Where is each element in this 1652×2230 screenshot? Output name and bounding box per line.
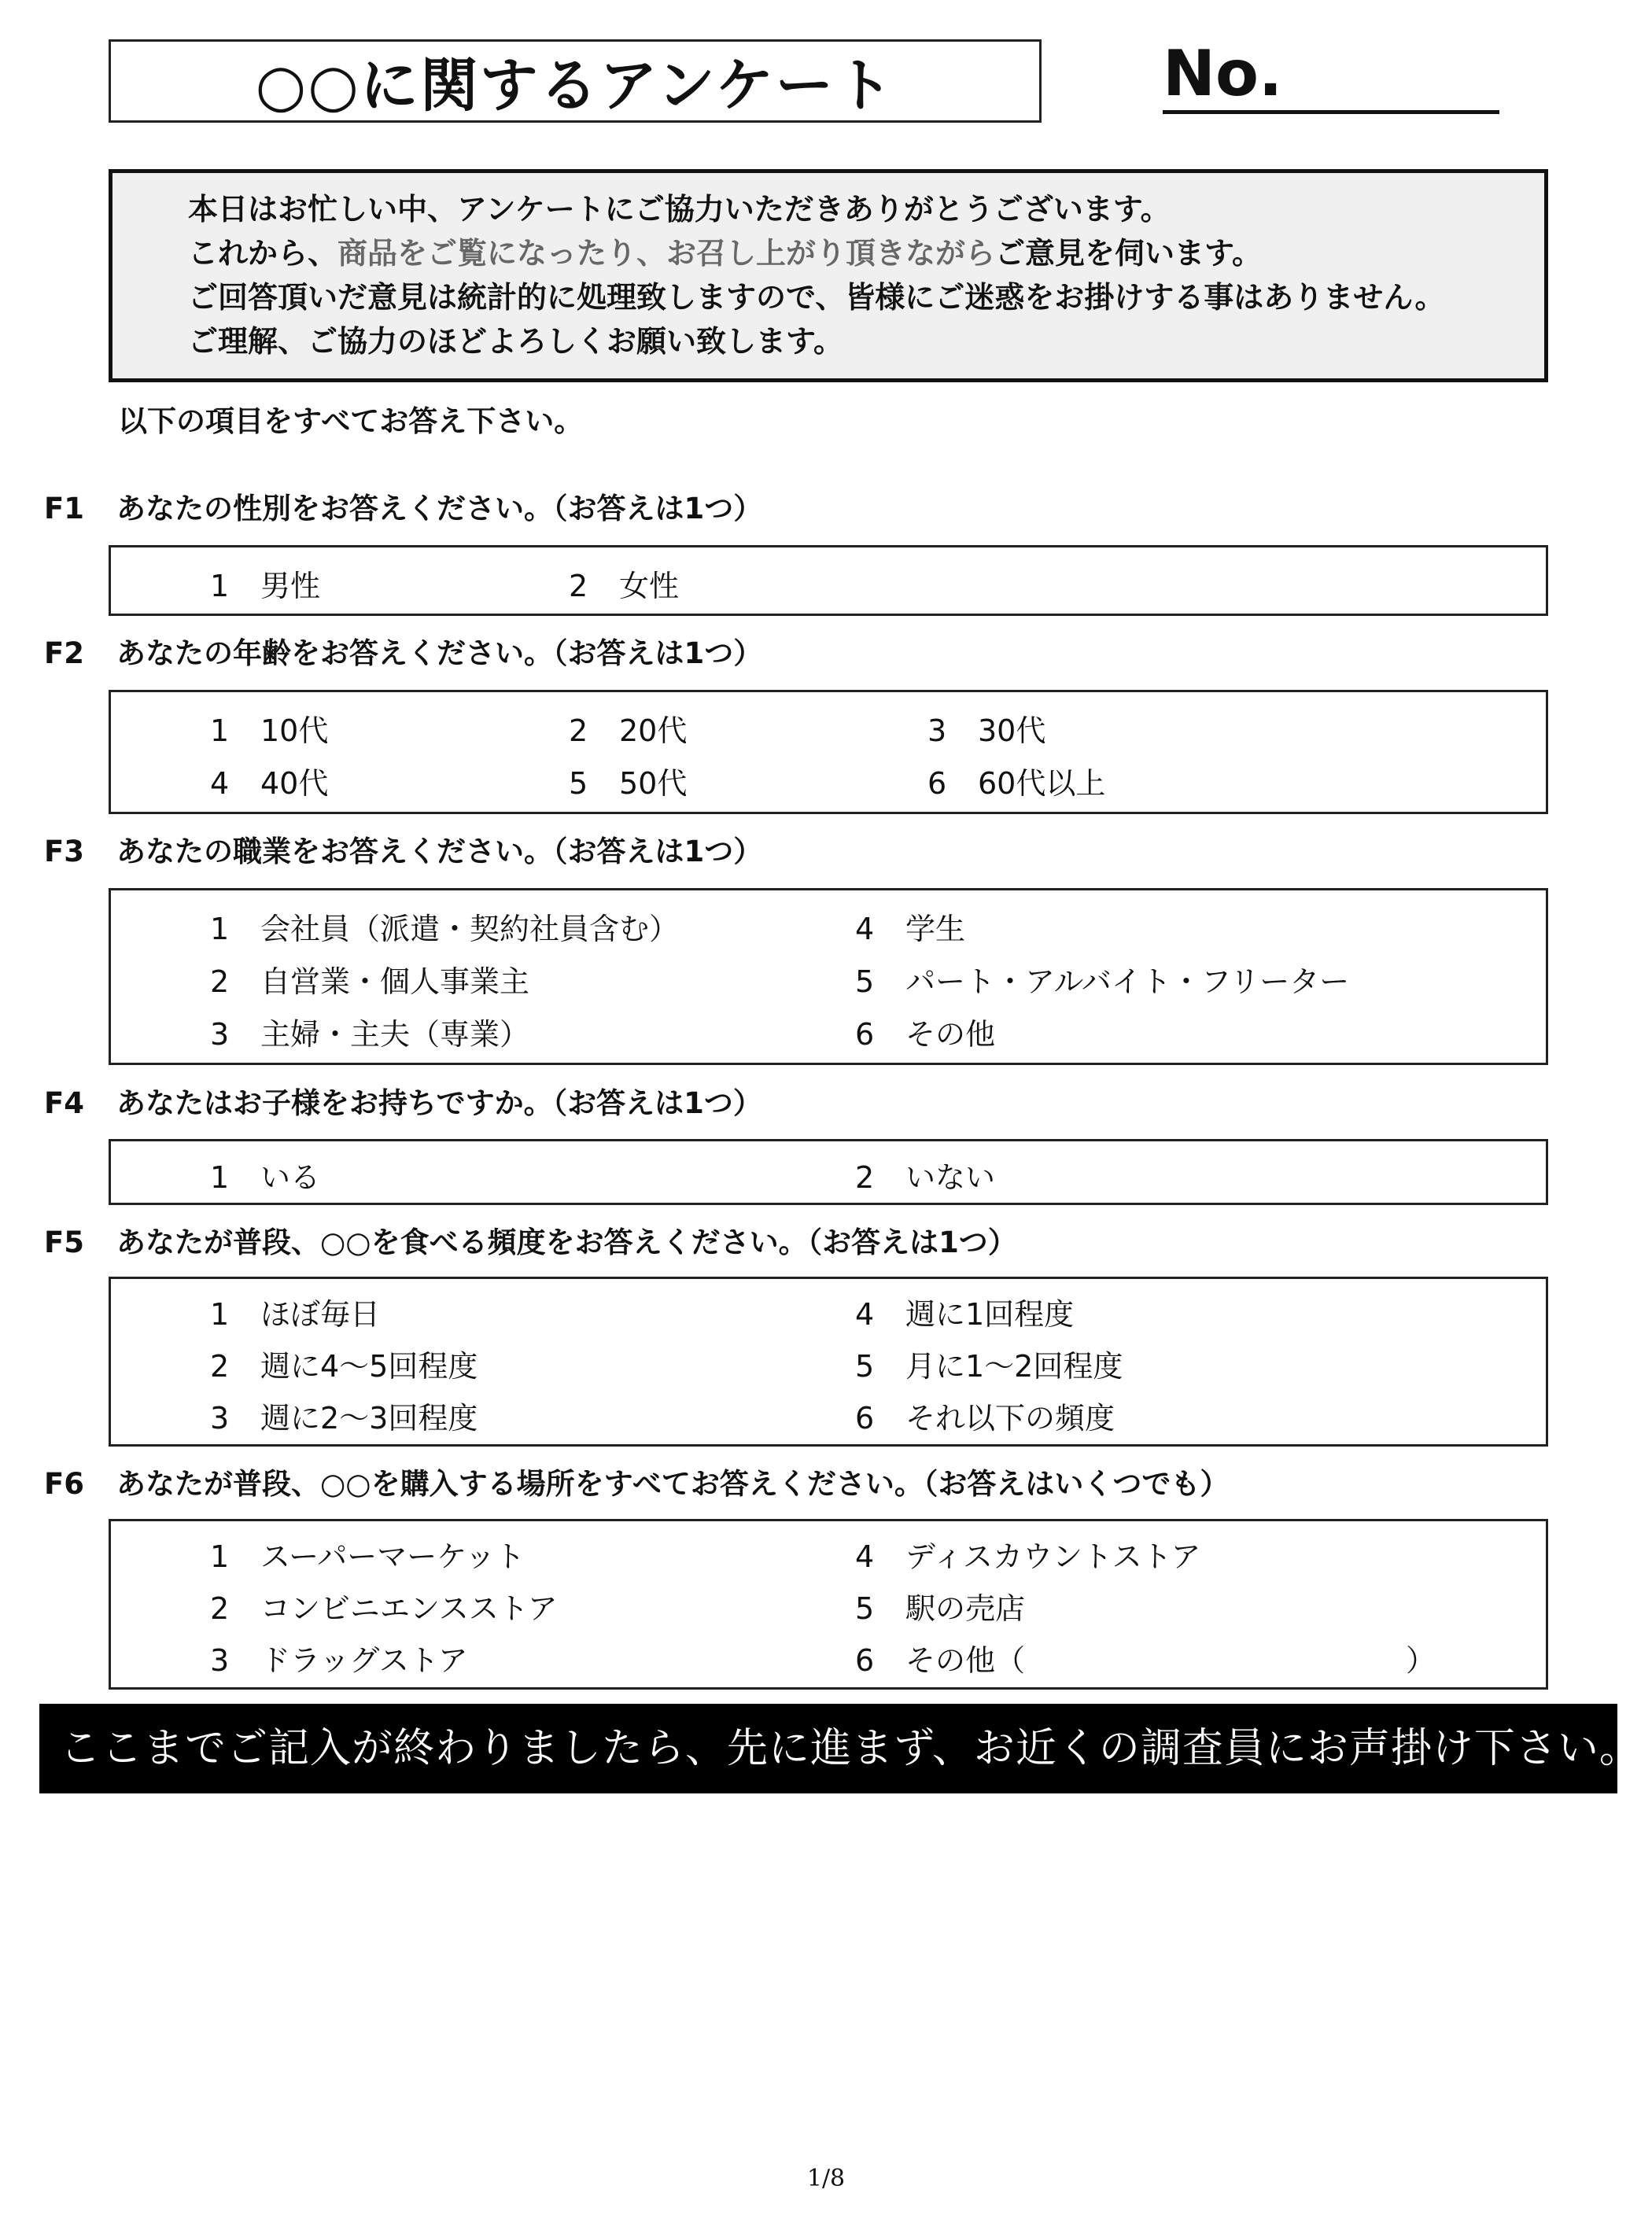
option-f2-1[interactable] — [210, 706, 328, 750]
option-number: 2 — [569, 713, 588, 748]
option-number: 5 — [855, 1591, 875, 1626]
option-label: 30代 — [978, 713, 1046, 748]
option-label: 月に1～2回程度 — [905, 1349, 1123, 1384]
option-f6-5[interactable] — [855, 1584, 1025, 1627]
option-number: 3 — [210, 1401, 230, 1436]
option-label: 週に2～3回程度 — [260, 1401, 478, 1436]
question-f6 — [44, 1460, 1229, 1502]
question-f2 — [44, 629, 762, 672]
option-f4-1[interactable] — [210, 1153, 320, 1196]
option-f5-1[interactable] — [210, 1290, 380, 1333]
intro-line-2b: 商品をご覧になったり、お召し上がり頂きながら — [337, 236, 996, 271]
option-f1-1[interactable] — [210, 562, 320, 605]
intro-line-3: ご回答頂いだ意見は統計的に処理致しますので、皆様にご迷惑をお掛けする事はありません。 — [188, 280, 1445, 315]
option-label: パート・アルバイト・フリーター — [905, 964, 1350, 999]
question-f1 — [44, 485, 762, 527]
option-label: 20代 — [619, 713, 688, 748]
option-f6-1[interactable] — [210, 1532, 525, 1576]
intro-line-2 — [188, 231, 1544, 275]
option-label: ほぼ毎日 — [260, 1297, 381, 1332]
question-id: F3 — [44, 835, 85, 868]
option-number: 5 — [569, 766, 588, 801]
option-number: 3 — [927, 713, 947, 748]
option-number: 2 — [210, 1591, 230, 1626]
option-f3-1[interactable] — [210, 905, 679, 948]
option-label: 男性 — [260, 569, 321, 603]
option-number: 5 — [855, 964, 875, 999]
option-number: 1 — [210, 912, 230, 946]
option-f5-5[interactable] — [855, 1342, 1123, 1385]
option-number: 1 — [210, 1297, 230, 1332]
question-id: F4 — [44, 1086, 85, 1120]
question-text: あなたの性別をお答えください。（お答えは1つ） — [116, 492, 763, 525]
option-f3-5[interactable] — [855, 957, 1349, 1001]
option-label: 40代 — [260, 766, 329, 801]
option-f2-2[interactable] — [569, 706, 687, 750]
option-f4-2[interactable] — [855, 1153, 995, 1196]
option-number: 3 — [210, 1017, 230, 1052]
option-number: 2 — [569, 569, 588, 603]
option-number: 6 — [927, 766, 947, 801]
option-f2-3[interactable] — [927, 706, 1045, 750]
option-f1-2[interactable] — [569, 562, 679, 605]
option-label: コンビニエンスストア — [260, 1591, 558, 1626]
survey-number-label: No. — [1163, 37, 1283, 110]
option-number: 1 — [210, 569, 230, 603]
option-label: 会社員（派遣・契約社員含む） — [260, 912, 680, 946]
page-number: 1/8 — [806, 2165, 846, 2192]
option-f6-3[interactable] — [210, 1636, 468, 1679]
option-number: 4 — [855, 1539, 875, 1574]
question-f3 — [44, 827, 762, 870]
option-f5-4[interactable] — [855, 1290, 1074, 1333]
options-box-f1 — [109, 545, 1548, 616]
option-number: 4 — [855, 1297, 875, 1332]
options-box-f2 — [109, 690, 1548, 814]
option-f2-6[interactable] — [927, 759, 1105, 802]
question-id: F5 — [44, 1226, 85, 1259]
question-text: あなたが普段、○○を購入する場所をすべてお答えください。（お答えはいくつでも） — [116, 1467, 1230, 1501]
option-number: 5 — [855, 1349, 875, 1384]
option-f6-4[interactable] — [855, 1532, 1200, 1576]
option-f2-4[interactable] — [210, 759, 328, 802]
option-label: 学生 — [905, 912, 966, 946]
option-number: 2 — [210, 1349, 230, 1384]
option-number: 2 — [855, 1160, 875, 1195]
option-f5-2[interactable] — [210, 1342, 478, 1385]
option-label: それ以下の頻度 — [905, 1401, 1115, 1436]
option-label: その他 — [905, 1017, 996, 1052]
option-number: 1 — [210, 1160, 230, 1195]
option-f3-3[interactable] — [210, 1010, 529, 1053]
option-label: 駅の売店 — [905, 1591, 1026, 1626]
instruction-text: 以下の項目をすべてお答え下さい。 — [118, 404, 584, 438]
question-text: あなたの職業をお答えください。（お答えは1つ） — [116, 835, 763, 868]
options-box-f6 — [109, 1519, 1548, 1690]
option-label: 50代 — [619, 766, 688, 801]
option-number: 1 — [210, 713, 230, 748]
intro-line-4: ご理解、ご協力のほどよろしくお願い致します。 — [188, 324, 843, 359]
option-number: 4 — [210, 766, 230, 801]
option-label: いない — [905, 1160, 996, 1195]
option-number: 6 — [855, 1401, 875, 1436]
option-number: 3 — [210, 1643, 230, 1678]
intro-line-1: 本日はお忙しい中、アンケートにご協力いただきありがとうございます。 — [188, 192, 1171, 227]
option-f5-6[interactable] — [855, 1394, 1115, 1437]
question-text: あなたはお子様をお持ちですか。（お答えは1つ） — [116, 1086, 762, 1120]
option-label: 女性 — [619, 569, 680, 603]
option-label: 週に4～5回程度 — [260, 1349, 478, 1384]
options-box-f4 — [109, 1139, 1548, 1205]
question-f5 — [44, 1218, 1017, 1261]
option-label: スーパーマーケット — [260, 1539, 525, 1574]
option-f3-6[interactable] — [855, 1010, 995, 1053]
option-f5-3[interactable] — [210, 1394, 478, 1437]
option-label: ドラッグストア — [260, 1643, 468, 1678]
option-f3-4[interactable] — [855, 905, 965, 948]
option-number: 6 — [855, 1643, 875, 1678]
option-label: 週に1回程度 — [905, 1297, 1075, 1332]
option-number: 4 — [855, 912, 875, 946]
option-label: 10代 — [260, 713, 329, 748]
intro-box — [109, 169, 1548, 382]
question-text: あなたの年齢をお答えください。（お答えは1つ） — [116, 636, 763, 670]
options-box-f3 — [109, 888, 1548, 1065]
survey-title: ○○に関するアンケート — [109, 39, 1042, 123]
option-label: 主婦・主夫（専業） — [260, 1017, 530, 1052]
option-number: 2 — [210, 964, 230, 999]
option-f3-2[interactable] — [210, 957, 529, 1001]
option-number: 1 — [210, 1539, 230, 1574]
option-label: ディスカウントストア — [905, 1539, 1201, 1574]
option-label: その他（ — [905, 1643, 1026, 1678]
intro-line-2a: これから、 — [188, 236, 338, 271]
option-f2-5[interactable] — [569, 759, 687, 802]
option-label: 60代以上 — [978, 766, 1106, 801]
survey-number-field[interactable] — [1163, 38, 1499, 114]
question-id: F1 — [44, 492, 85, 525]
question-id: F6 — [44, 1467, 85, 1501]
question-f4 — [44, 1079, 762, 1122]
options-box-f5 — [109, 1277, 1548, 1447]
option-f6-6[interactable] — [855, 1636, 1025, 1679]
option-number: 6 — [855, 1017, 875, 1052]
option-f6-2[interactable] — [210, 1584, 558, 1627]
option-label: いる — [260, 1160, 321, 1195]
question-id: F2 — [44, 636, 85, 670]
option-label: 自営業・個人事業主 — [260, 964, 530, 999]
question-text: あなたが普段、○○を食べる頻度をお答えください。（お答えは1つ） — [116, 1226, 1017, 1259]
intro-line-2c: ご意見を伺います。 — [995, 236, 1262, 271]
other-fill-in-close: ） — [1406, 1643, 1436, 1678]
footer-notice-bar: ここまでご記入が終わりましたら、先に進まず、お近くの調査員にお声掛け下さい。 — [39, 1704, 1617, 1793]
